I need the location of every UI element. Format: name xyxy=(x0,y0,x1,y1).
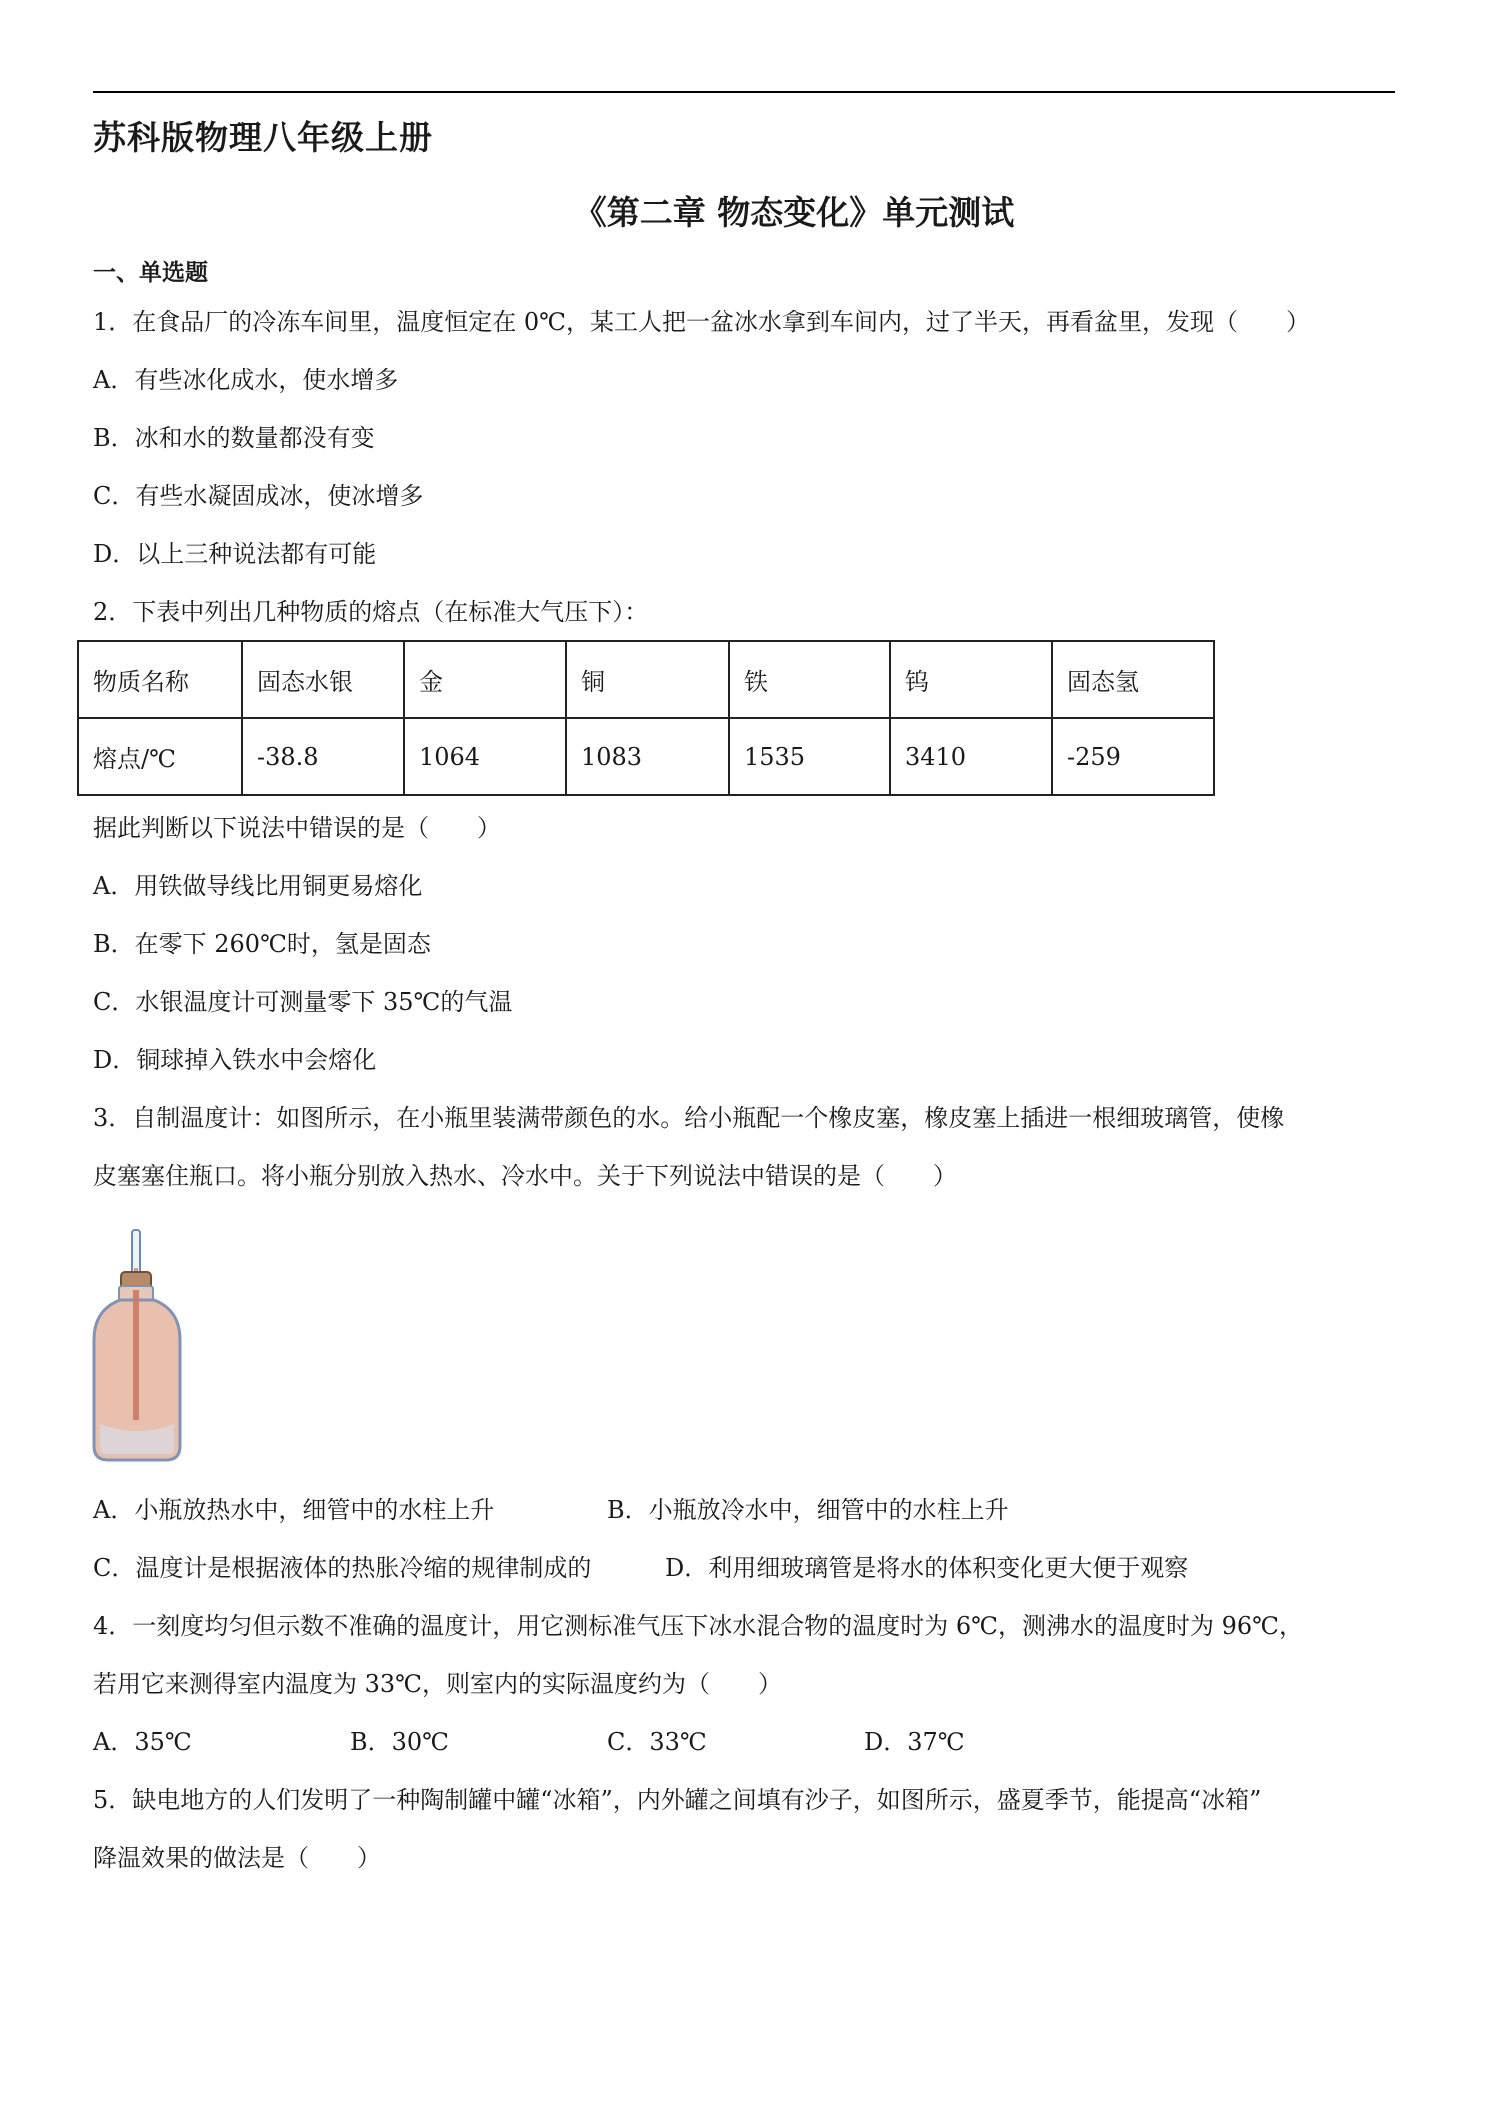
q4-option-c: C．33℃ xyxy=(607,1728,707,1756)
document-title: 苏科版物理八年级上册 xyxy=(93,118,433,157)
table-cell: 1083 xyxy=(566,718,729,795)
table-cell: 熔点/℃ xyxy=(78,718,242,795)
q4-stem-line1: 4．一刻度均匀但示数不准确的温度计，用它测标准气压下冰水混合物的温度时为 6℃，测沸水的温度时为 96℃， xyxy=(93,1612,1304,1640)
bottle-thermometer-figure xyxy=(88,1228,188,1464)
table-cell: 固态氢 xyxy=(1052,641,1214,718)
q2-question: 据此判断以下说法中错误的是（ ） xyxy=(93,814,501,842)
q5-stem-line1: 5．缺电地方的人们发明了一种陶制罐中罐“冰箱”，内外罐之间填有沙子，如图所示，盛夏季节，能提高“冰箱” xyxy=(93,1786,1262,1814)
table-cell: 3410 xyxy=(890,718,1052,795)
section-heading: 一、单选题 xyxy=(93,260,208,286)
q4-option-b: B．30℃ xyxy=(350,1728,450,1756)
q3-stem-line2: 皮塞塞住瓶口。将小瓶分别放入热水、冷水中。关于下列说法中错误的是（ ） xyxy=(93,1162,957,1190)
table-row xyxy=(78,641,1214,718)
q2-option-a: A．用铁做导线比用铜更易熔化 xyxy=(93,872,423,900)
q1-option-d: D．以上三种说法都有可能 xyxy=(93,540,377,568)
q3-stem-line1: 3．自制温度计：如图所示，在小瓶里装满带颜色的水。给小瓶配一个橡皮塞，橡皮塞上插进一根细玻璃管，使橡 xyxy=(93,1104,1285,1132)
q1-option-a: A．有些冰化成水，使水增多 xyxy=(93,366,399,394)
table-cell: 金 xyxy=(404,641,566,718)
table-cell: -259 xyxy=(1052,718,1214,795)
table-cell: 铁 xyxy=(729,641,890,718)
q2-stem: 2．下表中列出几种物质的熔点（在标准大气压下）： xyxy=(93,598,649,626)
q1-option-c: C．有些水凝固成冰，使冰增多 xyxy=(93,482,424,510)
table-cell: 物质名称 xyxy=(78,641,242,718)
q3-option-a: A．小瓶放热水中，细管中的水柱上升 xyxy=(93,1496,495,1524)
q2-option-b: B．在零下 260℃时，氢是固态 xyxy=(93,930,431,958)
q3-option-c: C．温度计是根据液体的热胀冷缩的规律制成的 xyxy=(93,1554,592,1582)
table-cell: 1535 xyxy=(729,718,890,795)
table-cell: 铜 xyxy=(566,641,729,718)
table-cell: 固态水银 xyxy=(242,641,404,718)
q4-option-d: D．37℃ xyxy=(864,1728,965,1756)
q3-option-d: D．利用细玻璃管是将水的体积变化更大便于观察 xyxy=(665,1554,1189,1582)
table-cell: -38.8 xyxy=(242,718,404,795)
q1-stem: 1．在食品厂的冷冻车间里，温度恒定在 0℃，某工人把一盆冰水拿到车间内，过了半天，再看盆里，发现（ ） xyxy=(93,308,1311,336)
q5-stem-line2: 降温效果的做法是（ ） xyxy=(93,1844,381,1872)
table-cell: 钨 xyxy=(890,641,1052,718)
header-rule xyxy=(93,91,1395,93)
tube-inside-bottle xyxy=(133,1290,139,1420)
q2-option-d: D．铜球掉入铁水中会熔化 xyxy=(93,1046,377,1074)
q2-option-c: C．水银温度计可测量零下 35℃的气温 xyxy=(93,988,513,1016)
table-cell: 1064 xyxy=(404,718,566,795)
q1-option-b: B．冰和水的数量都没有变 xyxy=(93,424,375,452)
q4-option-a: A．35℃ xyxy=(93,1728,192,1756)
q3-option-b: B．小瓶放冷水中，细管中的水柱上升 xyxy=(607,1496,1009,1524)
table-row xyxy=(78,718,1214,795)
chapter-title: 《第二章 物态变化》单元测试 xyxy=(573,193,1015,232)
melting-point-table xyxy=(77,640,1215,796)
q4-stem-line2: 若用它来测得室内温度为 33℃，则室内的实际温度约为（ ） xyxy=(93,1670,783,1698)
